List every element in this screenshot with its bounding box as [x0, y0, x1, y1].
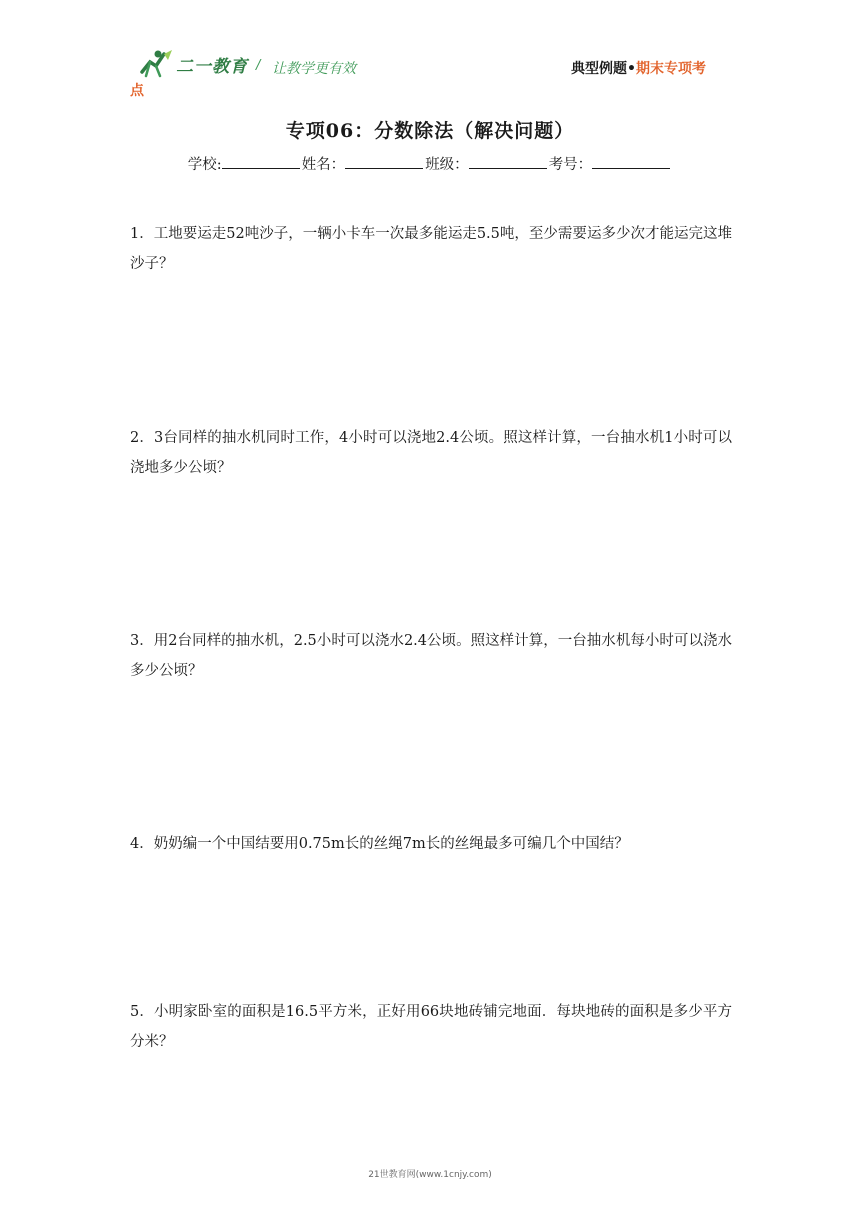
- student-info-line: [0, 153, 860, 174]
- exam-no-label: 考号：: [548, 157, 593, 173]
- header-slash: /: [256, 58, 261, 73]
- logo: [136, 48, 246, 80]
- header-right-title-black: 典型例题•: [571, 61, 636, 77]
- logo-text: 二一教育: [176, 57, 248, 77]
- header-right-title-wrap: 点: [130, 83, 144, 99]
- name-blank[interactable]: [345, 154, 423, 169]
- header-slogan: 让教学更有效: [272, 61, 356, 77]
- question-3: 3．用2台同样的抽水机，2.5小时可以浇水2.4公顷。照这样计算，一台抽水机每小时可以浇水多少公顷？: [130, 633, 732, 679]
- school-blank[interactable]: [222, 154, 300, 169]
- question-1: 1．工地要运走52吨沙子，一辆小卡车一次最多能运走5.5吨，至少需要运多少次才能运完这堆沙子？: [130, 226, 732, 272]
- question-5: 5．小明家卧室的面积是16.5平方米，正好用66块地砖铺完地面．每块地砖的面积是多少平方分米？: [130, 1004, 732, 1050]
- name-label: 姓名：: [301, 157, 346, 173]
- question-2: 2．3台同样的抽水机同时工作，4小时可以浇地2.4公顷。照这样计算，一台抽水机1小时可以浇地多少公顷？: [130, 430, 732, 476]
- document-title: 专项06：分数除法（解决问题）: [285, 120, 575, 142]
- page-footer: 21世教育网(www.1cnjy.com): [368, 1170, 492, 1180]
- page-header: [130, 46, 730, 102]
- header-right-title-orange: 期末专项考: [635, 61, 706, 77]
- exam-no-blank[interactable]: [592, 154, 670, 169]
- school-label: 学校:: [187, 157, 222, 173]
- question-4: 4．奶奶编一个中国结要用0.75m长的丝绳7m长的丝绳最多可编几个中国结？: [130, 836, 629, 852]
- header-right-title: [571, 58, 706, 78]
- class-label: 班级：: [425, 157, 469, 173]
- class-blank[interactable]: [469, 154, 547, 169]
- runner-logo-icon: [136, 48, 176, 80]
